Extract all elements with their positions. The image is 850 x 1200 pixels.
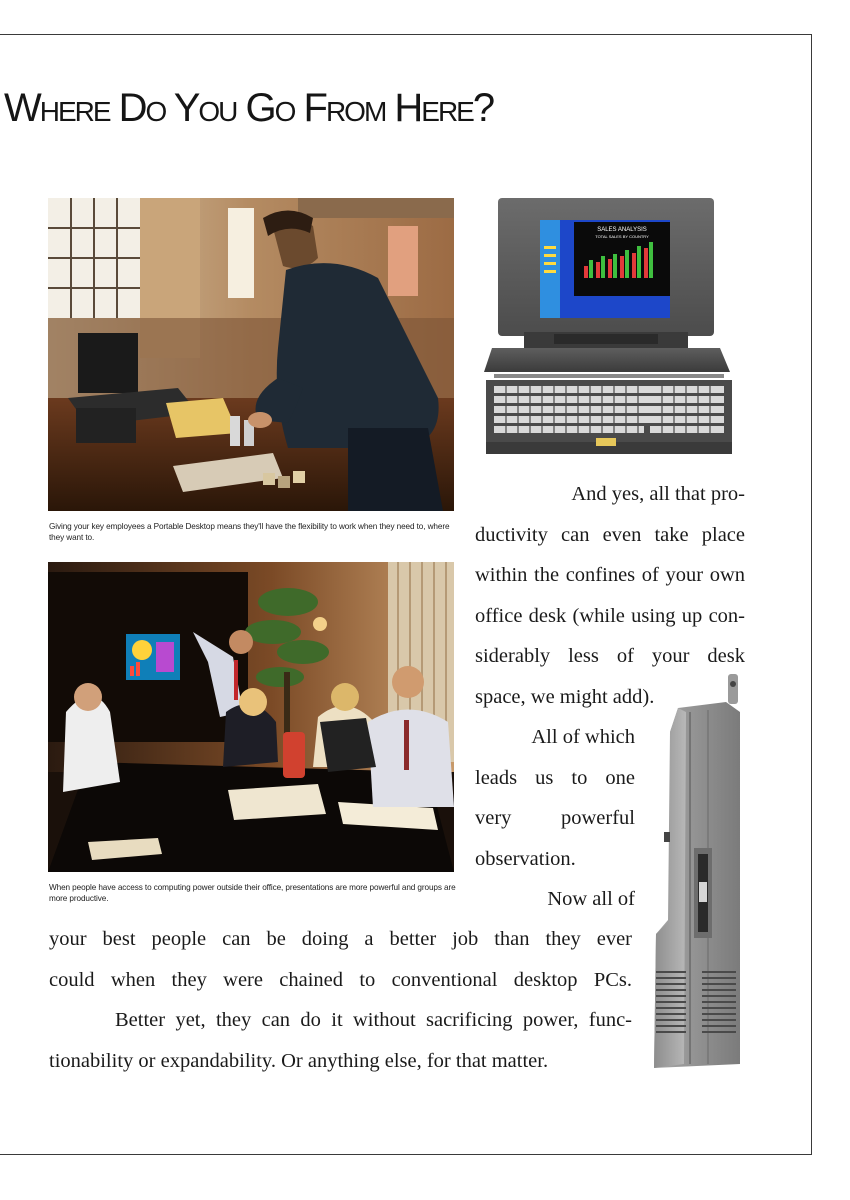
cafe-photo-illustration	[48, 198, 454, 511]
photo-1-caption: Giving your key employees a Portable Desktop means they'll have the flexibility to work when they need to, where they want to.	[49, 522, 450, 542]
body-line: office desk (while using up con-	[475, 604, 745, 627]
body-line: space, we might add).	[475, 685, 655, 708]
portable-tower-illustration	[650, 672, 746, 1072]
photo-man-at-cafe	[48, 198, 454, 511]
page-title: Where Do You Go From Here?	[4, 86, 494, 130]
body-line: siderably less of your desk	[475, 645, 745, 667]
right-column-text	[475, 474, 745, 717]
laptop-illustration	[484, 196, 734, 458]
body-line: tionability or expandability. Or anything else, for that matter.	[49, 1049, 549, 1072]
laptop-product-photo	[484, 196, 734, 458]
body-line: could when they were chained to conventional desktop PCs.	[49, 968, 632, 991]
screen-chart-subtitle: TOTAL SALES BY COUNTRY	[595, 234, 649, 239]
body-line: within the confines of your own	[475, 564, 745, 586]
meeting-photo-illustration	[48, 562, 454, 872]
body-line: your best people can be doing a better job than they ever	[49, 928, 632, 950]
portable-tower-photo	[650, 672, 746, 1072]
body-line: Better yet, they can do it without sacrificing power, func-	[115, 1009, 632, 1031]
body-line: leads us to one	[475, 766, 635, 789]
body-line: very powerful	[475, 807, 635, 829]
full-width-text	[49, 919, 632, 1081]
photo-conference-meeting	[48, 562, 454, 872]
body-line: Now all of	[547, 888, 635, 910]
photo-2-caption: When people have access to computing power outside their office, presentations are more powerful and groups are more productive.	[49, 883, 456, 903]
body-line: And yes, all that pro-	[571, 483, 745, 505]
body-line: observation.	[475, 847, 576, 870]
right-column-text-narrow	[475, 717, 645, 920]
body-line: All of which	[531, 726, 635, 748]
body-line: ductivity can even take place	[475, 523, 745, 546]
screen-chart-title: SALES ANALYSIS	[597, 227, 647, 233]
